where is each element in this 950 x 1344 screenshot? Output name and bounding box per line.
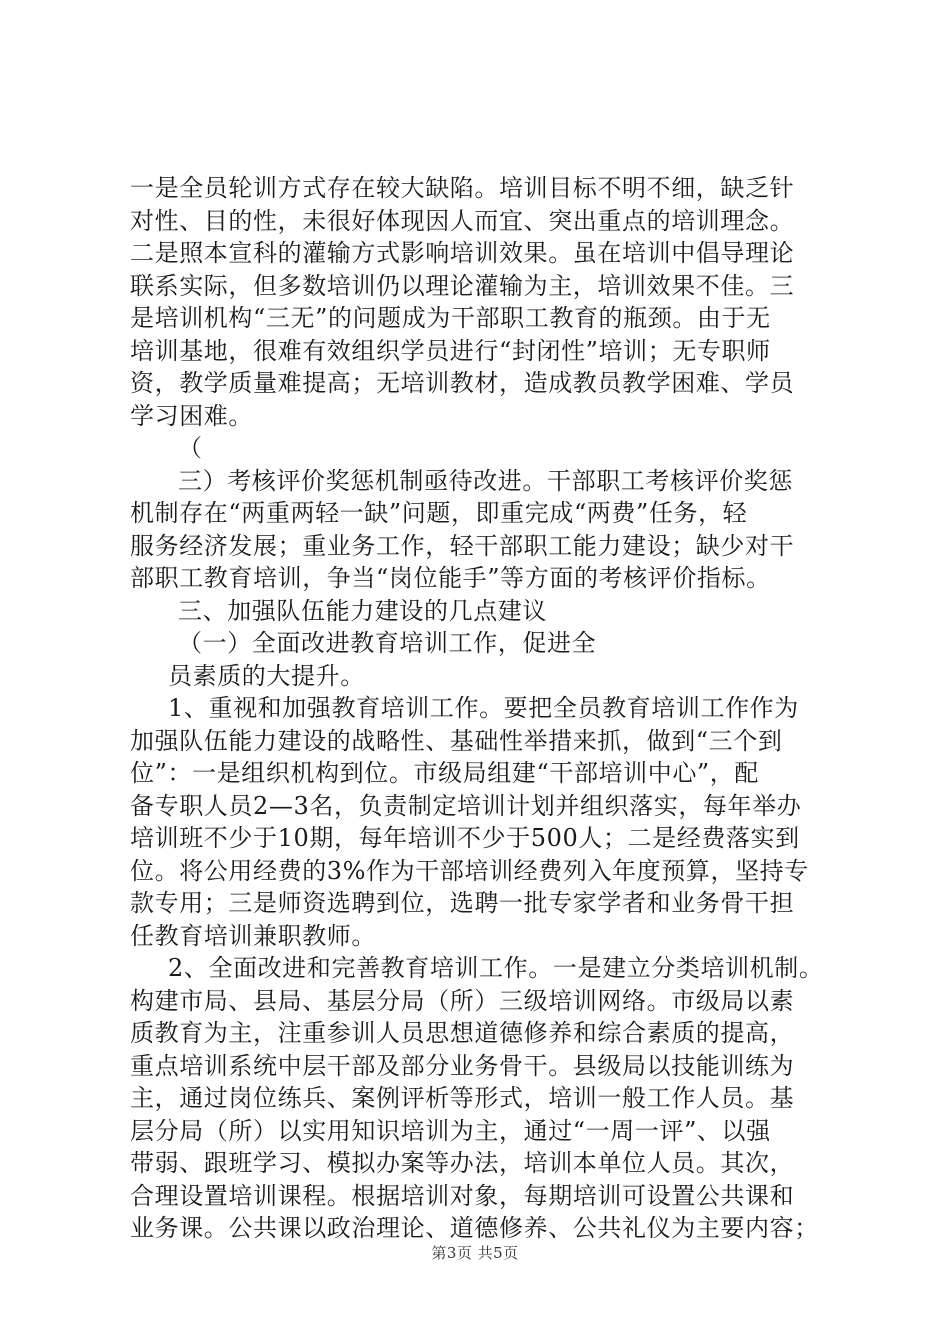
paragraph-first-line: 2、全面改进和完善教育培训工作。一是建立分类培训机制。 [168,954,824,982]
text-line: 位”：一是组织机构到位。市级局组建“干部培训中心”，配 [130,759,760,787]
text-line: 业务课。公共课以政治理论、道德修养、公共礼仪为主要内容； [130,1214,819,1242]
text-line: 联系实际，但多数培训仍以理论灌输为主，培训效果不佳。三 [130,271,795,300]
section-heading-line: 三）考核评价奖惩机制亟待改进。干部职工考核评价奖惩 [178,466,793,495]
text-line: 二是照本宣科的灌输方式影响培训效果。虽在培训中倡导理论 [130,239,795,267]
subsection-heading-continued: 员素质的大提升。 [168,661,365,690]
text-line: 是培训机构“三无”的问题成为干部职工教育的瓶颈。由于无 [130,304,771,332]
text-line: 主，通过岗位练兵、案例评析等形式，培训一般工作人员。基 [130,1084,795,1112]
text-line: 一是全员轮训方式存在较大缺陷。培训目标不明不细，缺乏针 [130,174,795,202]
document-body [130,172,850,1245]
text-line: 位。将公用经费的3%作为干部培训经费列入年度预算，坚持专 [130,856,809,885]
text-line: 学习困难。 [130,401,253,430]
text-line: 层分局（所）以实用知识培训为主，通过“一周一评”、以强 [130,1116,771,1145]
text-line: 加强队伍能力建设的战略性、基础性举措来抓，做到“三个到 [130,726,783,755]
text-line: 对性、目的性，未很好体现因人而宜、突出重点的培训理念。 [130,206,795,235]
text-line: 资，教学质量难提高；无培训教材，造成教员教学困难、学员 [130,369,795,397]
text-line: 服务经济发展；重业务工作，轻干部职工能力建设；缺少对干 [130,531,795,560]
text-line: 构建市局、县局、基层分局（所）三级培训网络。市级局以素 [130,986,795,1015]
page-number-footer: 第3页 共5页 [431,1244,519,1262]
text-line: （ [178,434,203,462]
text-line: 备专职人员2—3名，负责制定培训计划并组织落实，每年举办 [130,791,802,820]
text-line: 重点培训系统中层干部及部分业务骨干。县级局以技能训练为 [130,1051,795,1080]
text-line: 机制存在“两重两轻一缺”问题，即重完成“两费”任务，轻 [130,499,748,527]
subsection-heading: （一）全面改进教育培训工作，促进全 [178,629,597,657]
paragraph-first-line: 1、重视和加强教育培训工作。要把全员教育培训工作作为 [168,694,799,722]
text-line: 任教育培训兼职教师。 [130,921,376,950]
text-line: 款专用；三是师资选聘到位，选聘一批专家学者和业务骨干担 [130,889,795,917]
text-line: 培训班不少于10期，每年培训不少于500人；二是经费落实到 [130,824,800,852]
text-line: 质教育为主，注重参训人员思想道德修养和综合素质的提高， [130,1019,795,1047]
section-heading: 三、加强队伍能力建设的几点建议 [178,596,547,625]
text-line: 部职工教育培训，争当“岗位能手”等方面的考核评价指标。 [130,564,771,592]
text-line: 培训基地，很难有效组织学员进行“封闭性”培训；无专职师 [130,336,771,365]
text-line: 合理设置培训课程。根据培训对象，每期培训可设置公共课和 [130,1181,795,1210]
text-line: 带弱、跟班学习、模拟办案等办法，培训本单位人员。其次， [130,1149,795,1177]
